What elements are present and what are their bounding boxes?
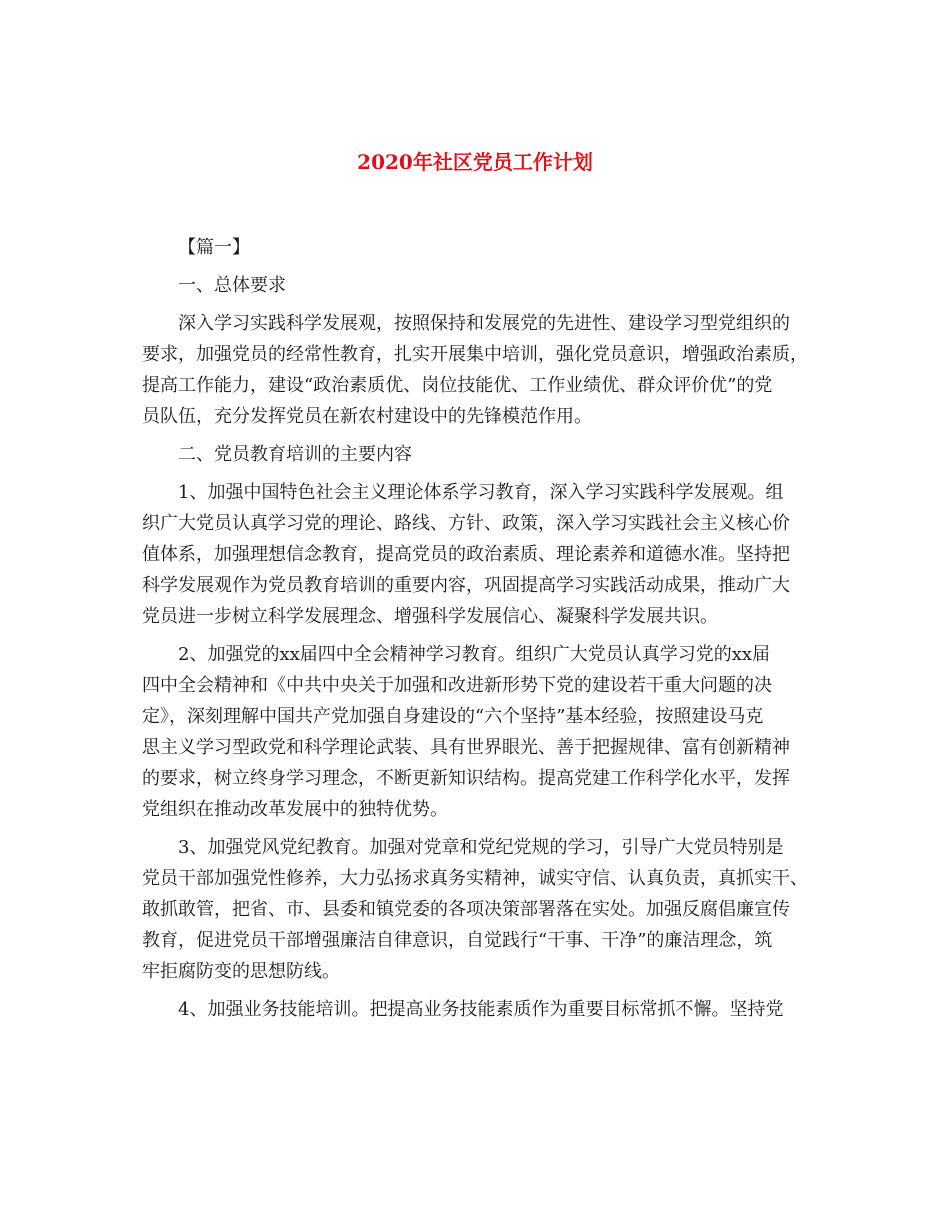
text-line: 一、总体要求 [178,275,286,296]
paragraph-gap [142,432,822,439]
text-line: 员队伍，充分发挥党员在新农村建设中的先锋模范作用。 [142,406,592,427]
text-line: 2、加强党的xx届四中全会精神学习教育。组织广大党员认真学习党的xx届 [178,644,771,665]
section-label: 【篇一】 [178,237,250,258]
paragraph-gap [142,301,822,308]
paragraph-gap [142,263,822,270]
text-line: 科学发展观作为党员教育培训的重要内容，巩固提高学习实践活动成果，推动广大 [142,575,790,596]
text-line: 提高工作能力，建设“政治素质优、岗位技能优、工作业绩优、群众评价优”的党 [142,375,773,396]
text-line: 的要求，树立终身学习理念，不断更新知识结构。提高党建工作科学化水平，发挥 [142,768,790,789]
text-line: 牢拒腐防变的思想防线。 [142,961,340,982]
text-line: 二、党员教育培训的主要内容 [178,444,412,465]
text-line: 党员干部加强党性修养，大力弘扬求真务实精神，诚实守信、认真负责，真抓实干、 [142,868,808,889]
text-line: 值体系，加强理想信念教育，提高党员的政治素质、理论素养和道德水准。坚持把 [142,544,790,565]
document-body [142,232,822,1025]
text-line: 深入学习实践科学发展观，按照保持和发展党的先进性、建设学习型党组织的 [178,313,790,334]
text-line: 定》，深刻理解中国共产党加强自身建设的“六个坚持”基本经验，按照建设马克 [142,706,764,727]
document-title: 2020年社区党员工作计划 [357,150,593,174]
paragraph-gap [142,470,822,477]
paragraph-gap [142,632,822,639]
paragraph-lines [142,263,822,1025]
text-line: 3、加强党风党纪教育。加强对党章和党纪党规的学习，引导广大党员特别是 [178,837,784,858]
paragraph-gap [142,825,822,832]
text-line: 敢抓敢管，把省、市、县委和镇党委的各项决策部署落在实处。加强反腐倡廉宣传 [142,899,790,920]
text-line: 教育，促进党员干部增强廉洁自律意识，自觉践行“干事、干净”的廉洁理念，筑 [142,930,773,951]
text-line: 四中全会精神和《中共中央关于加强和改进新形势下党的建设若干重大问题的决 [142,675,772,696]
text-line: 党组织在推动改革发展中的独特优势。 [142,799,448,820]
paragraph-gap [142,987,822,994]
text-line: 4、加强业务技能培训。把提高业务技能素质作为重要目标常抓不懈。坚持党 [178,999,784,1020]
text-line: 1、加强中国特色社会主义理论体系学习教育，深入学习实践科学发展观。组 [178,482,784,503]
text-line: 织广大党员认真学习党的理论、路线、方针、政策，深入学习实践社会主义核心价 [142,513,790,534]
text-line: 党员进一步树立科学发展理念、增强科学发展信心、凝聚科学发展共识。 [142,606,718,627]
text-line: 思主义学习型政党和科学理论武装、具有世界眼光、善于把握规律、富有创新精神 [142,737,790,758]
text-line: 要求，加强党员的经常性教育，扎实开展集中培训，强化党员意识，增强政治素质， [142,344,808,365]
